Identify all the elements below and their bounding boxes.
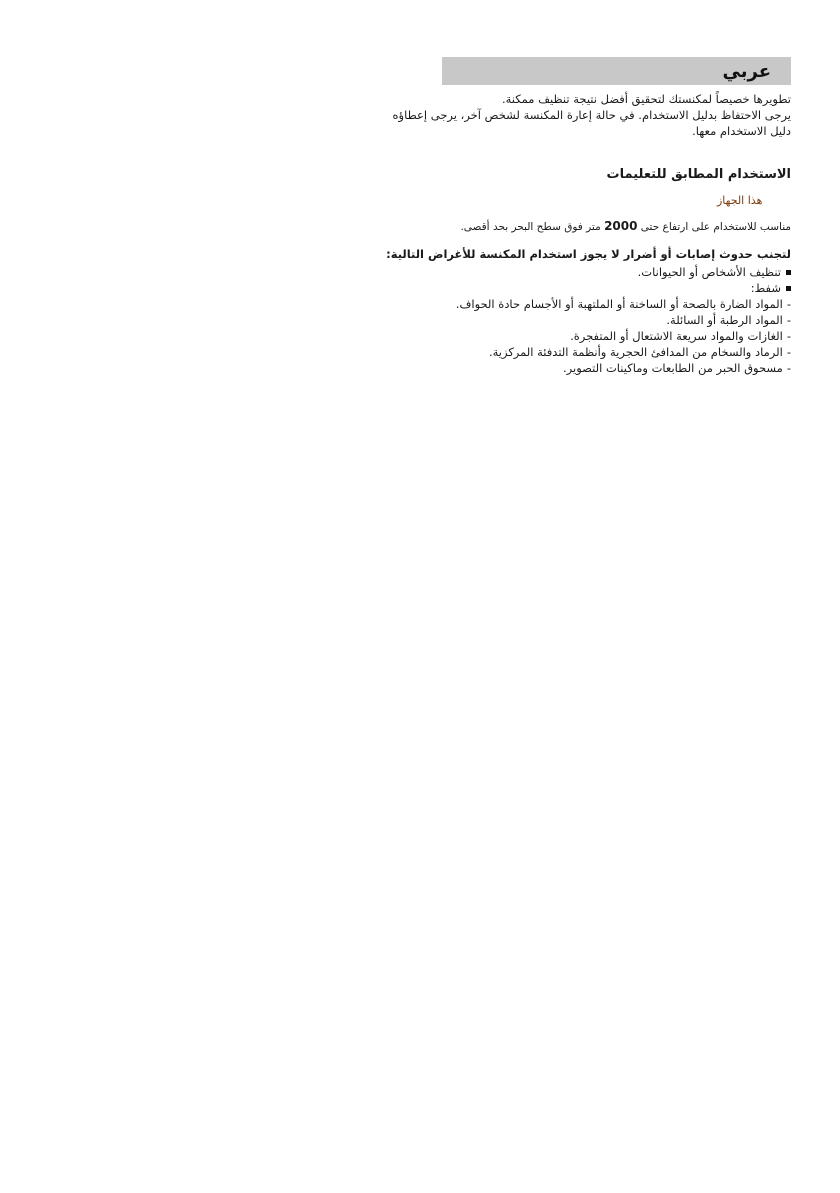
list-item	[383, 312, 791, 328]
dash-marker: -	[786, 313, 791, 327]
bullet-text: تنظيف الأشخاص أو الحيوانات.	[637, 265, 781, 279]
dash-marker: -	[786, 361, 791, 375]
dash-text: مسحوق الحبر من الطابعات وماكينات التصوير.	[563, 361, 783, 375]
suitability-note	[383, 219, 791, 234]
warning-title: لتجنب حدوث إصابات أو أضرار لا يجوز استخدام المكنسة للأغراض التالية:	[386, 247, 791, 261]
list-item	[383, 264, 791, 280]
list-item	[383, 360, 791, 376]
device-label-row	[383, 182, 791, 207]
document-column	[383, 57, 791, 376]
dash-text: المواد الضارة بالصحة أو الساخنة أو الملتهبة أو الأجسام حادة الحواف.	[455, 297, 783, 311]
intro-line-2: يرجى الاحتفاظ بدليل الاستخدام. في حالة إعارة المكنسة لشخص آخر، يرجى إعطاؤه دليل الاستخدام معها.	[392, 108, 791, 138]
language-heading: عربي	[722, 60, 771, 82]
dash-text: المواد الرطبة أو السائلة.	[666, 313, 783, 327]
language-header-bar	[442, 57, 791, 85]
dash-marker: -	[786, 297, 791, 311]
dash-marker: -	[786, 329, 791, 343]
proper-use-title: الاستخدام المطابق للتعليمات	[606, 167, 791, 182]
dash-marker: -	[786, 345, 791, 359]
bullet-text: شفط:	[750, 281, 781, 295]
list-item	[383, 328, 791, 344]
prohibited-uses-list	[383, 264, 791, 376]
dash-text: الغازات والمواد سريعة الاشتعال أو المتفجرة.	[570, 329, 783, 343]
dash-text: الرماد والسخام من المدافئ الحجرية وأنظمة التدفئة المركزية.	[488, 345, 783, 359]
square-bullet-icon	[786, 270, 791, 275]
intro-text	[383, 91, 791, 139]
list-item	[383, 296, 791, 312]
suitability-suffix: متر فوق سطح البحر بحد أقصى.	[460, 221, 605, 233]
suitability-prefix: مناسب للاستخدام على ارتفاع حتى	[637, 221, 791, 233]
intro-line-1: تطويرها خصيصاً لمكنستك لتحقيق أفضل نتيجة تنظيف ممكنة.	[501, 92, 791, 106]
altitude-value: 2000	[604, 219, 638, 233]
list-item	[383, 344, 791, 360]
square-bullet-icon	[786, 286, 791, 291]
list-item	[383, 280, 791, 296]
device-label: هذا الجهاز	[717, 194, 763, 207]
